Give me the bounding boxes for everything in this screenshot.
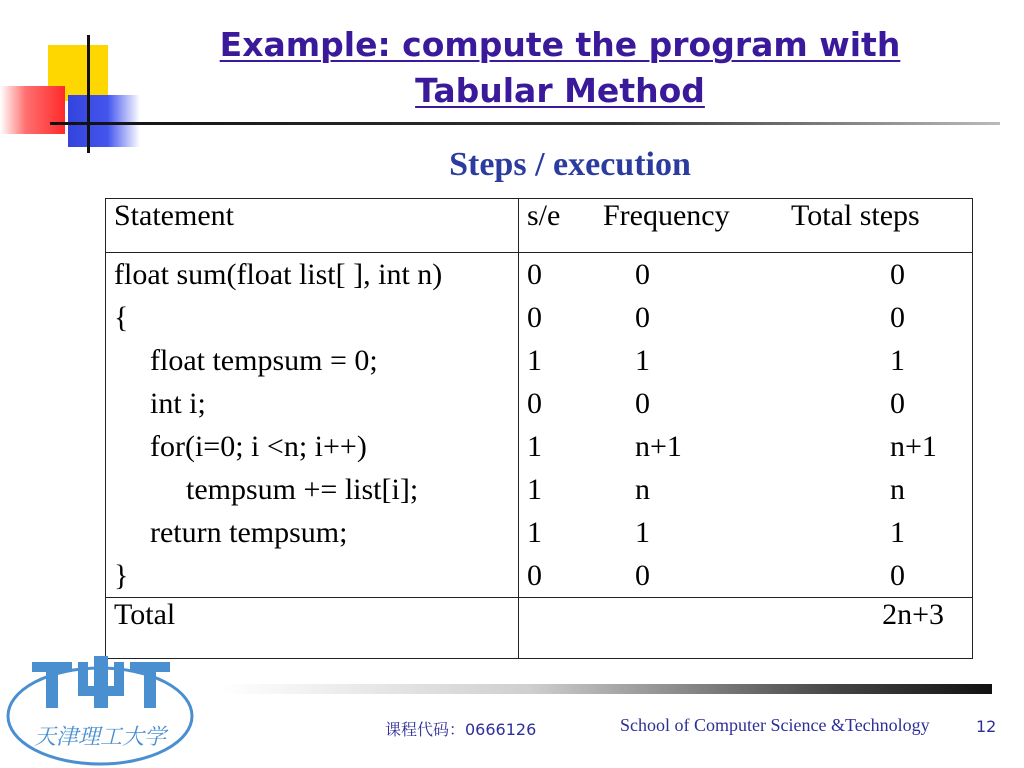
- cell-se: 0: [527, 301, 542, 334]
- table-total-row: [106, 598, 973, 659]
- header-cell-counts: [519, 199, 973, 253]
- cell-frequency: n+1: [635, 430, 682, 463]
- cell-total: 0: [890, 258, 905, 291]
- table-row-statement: }: [114, 559, 129, 592]
- total-value: 2n+3: [882, 598, 944, 631]
- header-total-steps: Total steps: [791, 199, 920, 232]
- table-row-counts: [519, 425, 972, 468]
- slide-title-line2: Tabular Method: [415, 71, 705, 110]
- slide-title-line1: Example: compute the program with: [219, 25, 901, 64]
- table-row-counts: [519, 468, 972, 511]
- cell-se: 0: [527, 387, 542, 420]
- table-row-counts: [519, 339, 972, 382]
- cell-frequency: 0: [635, 301, 650, 334]
- table-row-counts: [519, 554, 972, 597]
- table-row-statement: tempsum += list[i];: [186, 473, 419, 506]
- school-name: School of Computer Science &Technology: [620, 715, 930, 735]
- decor-red-square: [0, 86, 65, 134]
- cell-frequency: 0: [635, 258, 650, 291]
- cell-total: 1: [890, 516, 905, 549]
- cell-frequency: 1: [635, 344, 650, 377]
- steps-table: [105, 198, 973, 659]
- cell-frequency: n: [635, 473, 650, 506]
- table-header-row: [106, 199, 973, 253]
- cell-se: 0: [527, 559, 542, 592]
- university-logo: [2, 656, 198, 766]
- table-row-counts: [519, 511, 972, 554]
- decor-footer-rule: [220, 684, 992, 694]
- logo-chinese-name: 天津理工大学: [33, 725, 167, 750]
- page-number: 12: [976, 717, 997, 736]
- cell-se: 1: [527, 430, 542, 463]
- table-row-counts: [519, 382, 972, 425]
- counts-column: [519, 253, 973, 598]
- cell-se: 0: [527, 258, 542, 291]
- logo-tut-mark: [32, 656, 170, 708]
- cell-total: 0: [890, 387, 905, 420]
- cell-total: 0: [890, 559, 905, 592]
- statement-column: [106, 253, 519, 598]
- table-row-statement: int i;: [150, 387, 206, 420]
- header-cell-statement: [106, 199, 519, 253]
- cell-frequency: 1: [635, 516, 650, 549]
- total-label: Total: [114, 598, 176, 631]
- slide-title: [180, 22, 940, 114]
- table-row-statement: float tempsum = 0;: [150, 344, 378, 377]
- header-se: s/e: [527, 199, 561, 232]
- table-body-row: [106, 253, 973, 598]
- cell-total: n+1: [890, 430, 937, 463]
- cell-total: n: [890, 473, 905, 506]
- header-statement: Statement: [114, 199, 234, 232]
- decor-blue-square: [68, 95, 140, 147]
- cell-se: 1: [527, 516, 542, 549]
- cell-se: 1: [527, 473, 542, 506]
- total-value-cell: [519, 598, 973, 659]
- total-label-cell: [106, 598, 519, 659]
- cell-se: 1: [527, 344, 542, 377]
- cell-total: 0: [890, 301, 905, 334]
- cell-total: 1: [890, 344, 905, 377]
- header-frequency: Frequency: [603, 199, 730, 232]
- table-row-statement: float sum(float list[ ], int n): [114, 258, 443, 291]
- table-row-statement: {: [114, 301, 129, 334]
- course-code: 课程代码：0666126: [385, 720, 537, 739]
- decor-title-rule: [50, 122, 1000, 125]
- table-row-statement: for(i=0; i <n; i++): [150, 430, 367, 463]
- table-row-counts: [519, 296, 972, 339]
- decor-vertical-line: [87, 35, 90, 153]
- table-row-statement: return tempsum;: [150, 516, 348, 549]
- table-row-counts: [519, 253, 972, 296]
- slide-subtitle: Steps / execution: [449, 146, 691, 183]
- cell-frequency: 0: [635, 559, 650, 592]
- cell-frequency: 0: [635, 387, 650, 420]
